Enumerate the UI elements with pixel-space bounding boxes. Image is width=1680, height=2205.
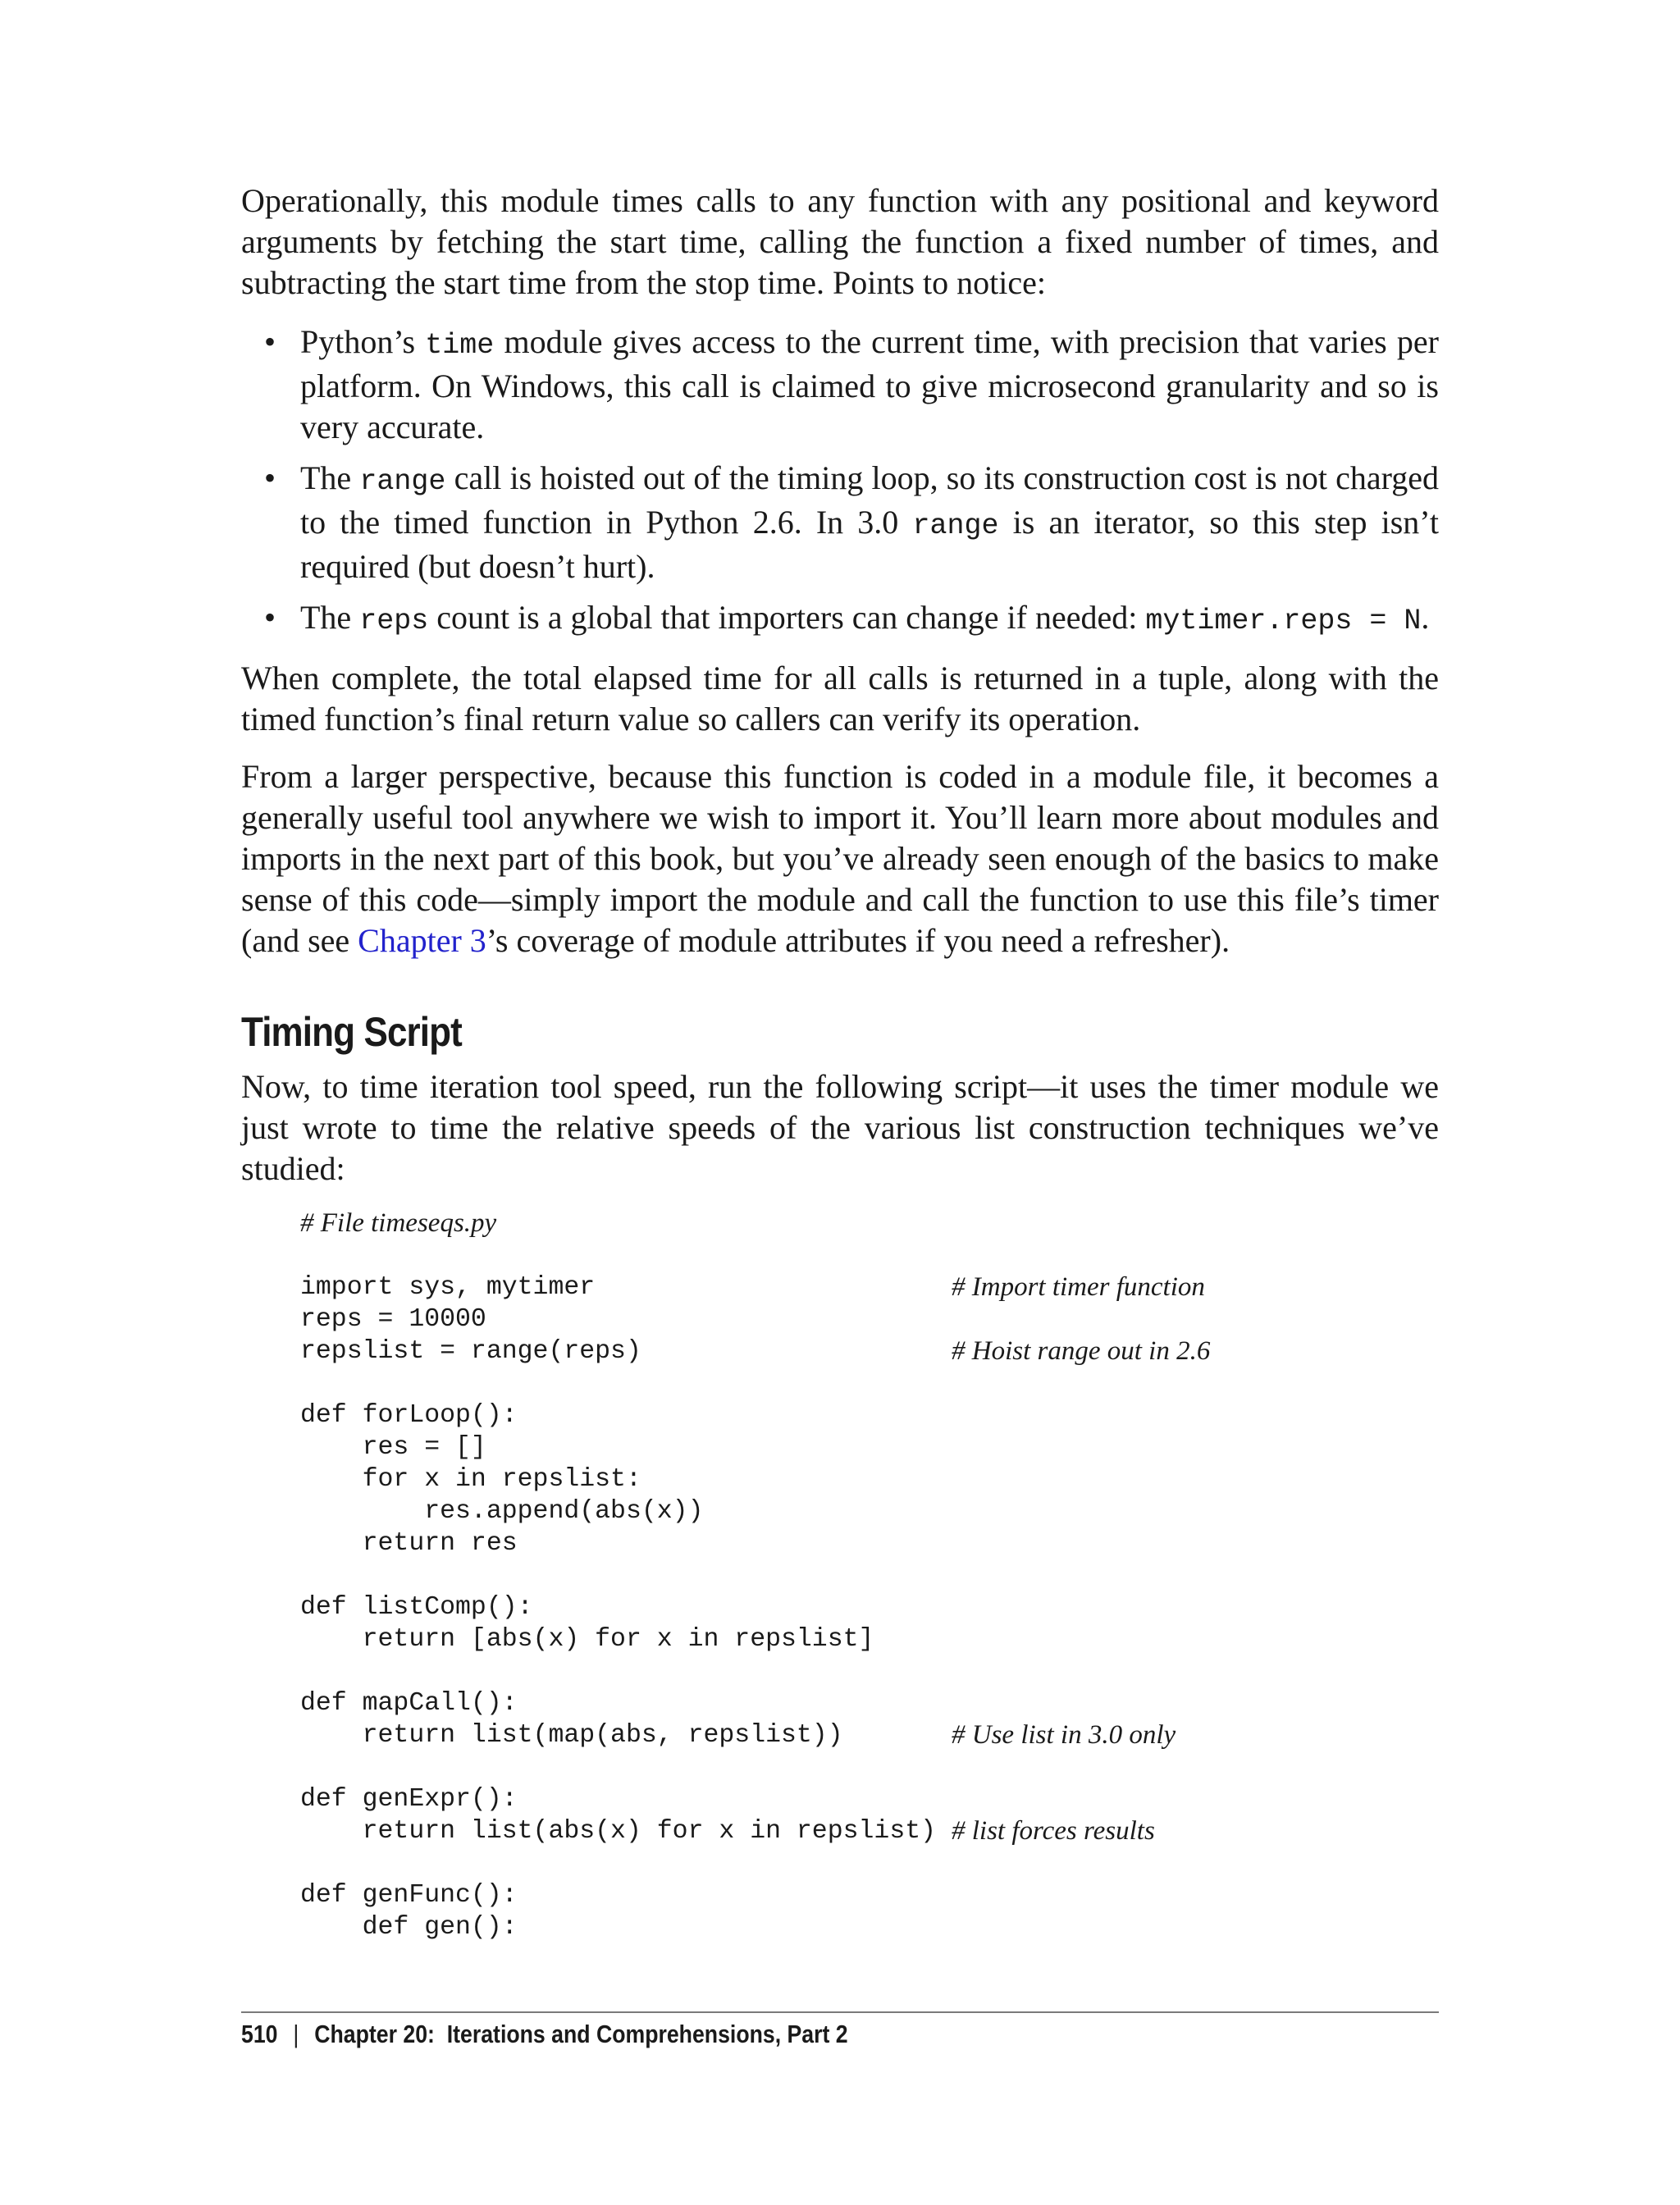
code-text: return list(map(abs, repslist)) [300,1721,843,1750]
code-comment: # list forces results [952,1816,1155,1846]
code-text: def forLoop(): [300,1401,518,1430]
code-line [300,1559,1439,1591]
paragraph-text: ’s coverage of module attributes if you need a refresher). [486,922,1230,959]
bullet-text: The [300,599,360,636]
paragraph-text: From a larger perspective, because this function is coded in a module file, it becomes a generally useful tool anywhere we wish to import it. You’ll learn more about modules and imports in the next part of this book, but you’ve already seen enough of the basics to make sense of this code—simply import the module and call the function to use this file’s timer (and see [241,758,1439,959]
code-text: return res [300,1529,518,1558]
code-text: reps = 10000 [300,1305,486,1334]
code-line [300,1399,1439,1431]
code-line [300,1655,1439,1687]
code-text: res.append(abs(x)) [300,1497,704,1526]
file-comment: # File timeseqs.py [300,1208,497,1238]
bullet-icon: • [264,459,276,496]
page-footer [241,2020,848,2049]
code-text: def genFunc(): [300,1881,518,1910]
inline-code: range [359,465,446,498]
list-item [264,458,1440,587]
code-comment: # Hoist range out in 2.6 [952,1336,1211,1366]
bullet-text: Python’s [300,323,426,360]
code-line [300,1815,1439,1847]
inline-code: range [912,509,999,542]
page-number: 510 [241,2020,278,2048]
code-text: for x in repslist: [300,1465,641,1494]
chapter-3-link[interactable]: Chapter 3 [358,922,486,959]
intro-paragraph: Operationally, this module times calls to any function with any positional and keyword arguments by fetching the start time, calling the function a fixed number of times, and subtracting the start time from the stop time. Points to notice: [241,182,1439,301]
code-line [300,1495,1439,1527]
bullet-text: count is a global that importers can change if needed: [428,599,1146,636]
list-item [264,322,1439,448]
code-text: def genExpr(): [300,1785,518,1814]
script-intro-paragraph: Now, to time iteration tool speed, run the following script—it uses the timer module we just wrote to time the relative speeds of the various list construction techniques we’ve studied: [241,1068,1439,1187]
bullet-text: The [300,459,360,496]
code-text: def mapCall(): [300,1689,518,1718]
bullet-text: is an iterator, so this step isn’t required (but doesn’t hurt). [300,504,1439,585]
code-listing [300,1208,1439,1943]
code-line [300,1847,1439,1879]
code-line [300,1623,1439,1655]
footer-separator: | [293,2020,299,2048]
chapter-title: Chapter 20: Iterations and Comprehensions, Part 2 [314,2020,848,2048]
inline-code: time [425,329,495,362]
code-line [300,1431,1439,1463]
code-line [300,1271,1439,1303]
code-line [300,1911,1439,1943]
code-text: res = [] [300,1433,486,1462]
code-line [300,1591,1439,1623]
code-comment: # Use list in 3.0 only [952,1720,1176,1750]
code-line [300,1879,1439,1911]
code-line [300,1527,1439,1559]
bullet-text: call is hoisted out of the timing loop, so its construction cost is not charged to the timed function in Python 2.6. In 3.0 [300,459,1440,541]
footer-divider [241,2011,1439,2013]
section-title: Timing Script [241,1009,462,1055]
code-line [300,1367,1439,1399]
code-line [300,1719,1439,1751]
perspective-paragraph [241,756,1439,961]
bullet-text: module gives access to the current time, with precision that varies per platform. On Windows, this call is claimed to give microsecond granularity and so is very accurate. [300,323,1439,445]
bullet-text: . [1421,599,1430,636]
page-content [241,180,1439,1943]
complete-paragraph: When complete, the total elapsed time for all calls is returned in a tuple, along with the timed function’s final return value so callers can verify its operation. [241,660,1439,737]
inline-code: mytimer.reps = N [1145,605,1422,637]
code-text: repslist = range(reps) [300,1337,641,1366]
code-text: def listComp(): [300,1593,533,1622]
code-comment: # Import timer function [952,1272,1205,1302]
code-line [300,1208,1439,1239]
code-text: return [abs(x) for x in repslist] [300,1625,874,1654]
bullet-icon: • [264,323,276,360]
code-line [300,1303,1439,1335]
points-list [241,322,1439,641]
code-line [300,1751,1439,1783]
code-text: def gen(): [300,1913,518,1942]
bullet-icon: • [264,599,276,636]
code-line [300,1463,1439,1495]
code-text: import sys, mytimer [300,1273,596,1302]
code-line [300,1335,1439,1367]
inline-code: reps [359,605,429,637]
code-line [300,1783,1439,1815]
code-line [300,1239,1439,1271]
code-line [300,1687,1439,1719]
code-text: return list(abs(x) for x in repslist) [300,1817,937,1846]
list-item [264,597,1439,641]
